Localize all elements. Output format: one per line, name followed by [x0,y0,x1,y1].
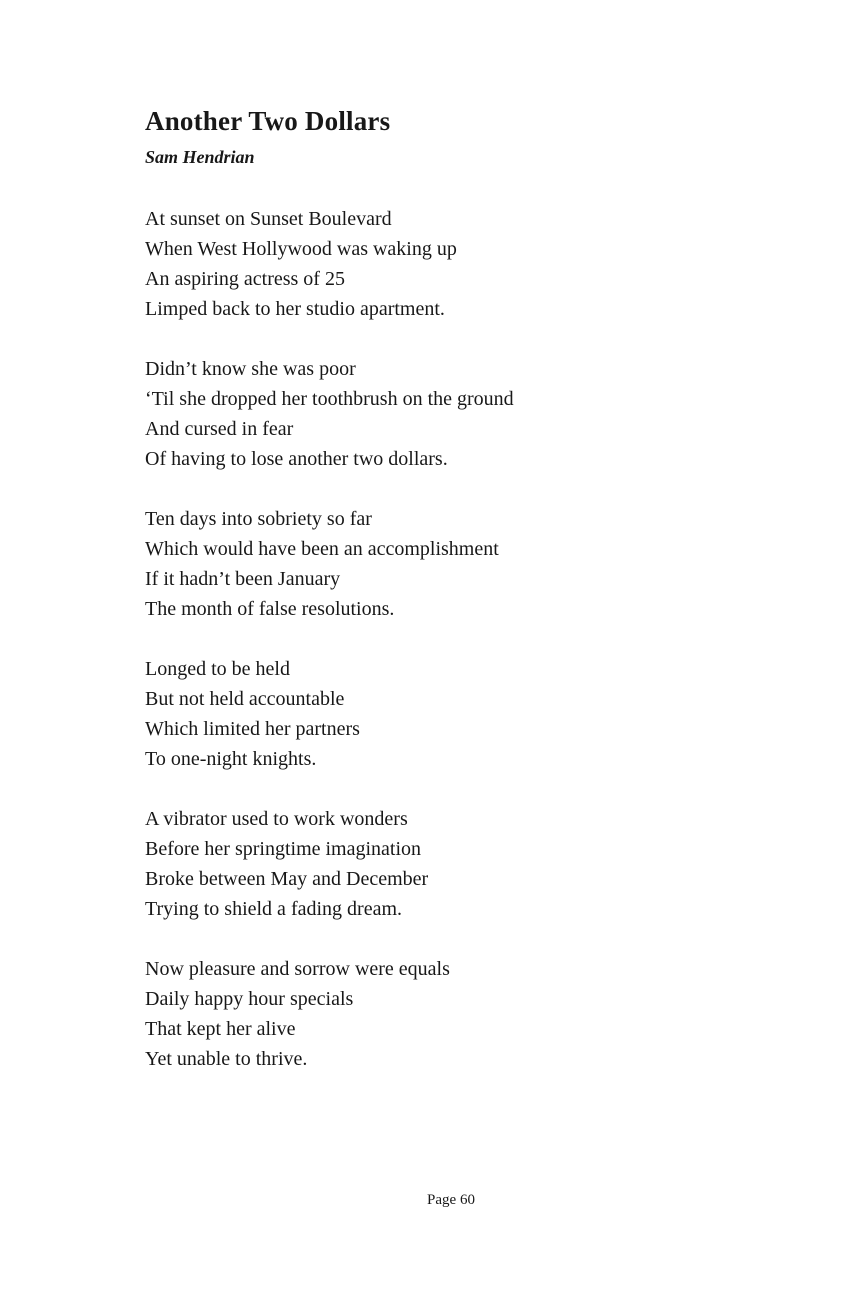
poem-line: Trying to shield a fading dream. [145,898,403,920]
poem-line: Before her springtime imagination [145,838,422,860]
poem-line: That kept her alive [145,1018,296,1040]
poem-line: Which would have been an accomplishment [145,538,499,560]
poem-line: An aspiring actress of 25 [145,268,345,290]
poem-line: And cursed in fear [145,418,294,440]
poem-line: To one-night knights. [145,748,317,770]
poem-line: At sunset on Sunset Boulevard [145,208,392,230]
poem-line: Longed to be held [145,658,290,680]
poem-line: Broke between May and December [145,868,429,890]
poem-line: If it hadn’t been January [145,568,341,590]
poem-body [145,204,757,1074]
poem-line: Which limited her partners [145,718,360,740]
poem-line: Limped back to her studio apartment. [145,298,445,320]
stanza-5 [145,804,757,924]
stanza-2 [145,354,757,474]
poem-line: A vibrator used to work wonders [145,808,408,830]
stanza-4 [145,654,757,774]
poem-line: Now pleasure and sorrow were equals [145,958,450,980]
poem-line: Didn’t know she was poor [145,358,356,380]
poem-author: Sam Hendrian [145,147,255,167]
page-number: Page 60 [427,1192,475,1208]
poem-line: When West Hollywood was waking up [145,238,457,260]
poem-line: Daily happy hour specials [145,988,354,1010]
poem-line: Of having to lose another two dollars. [145,448,448,470]
poem-title: Another Two Dollars [145,106,391,136]
stanza-6 [145,954,757,1074]
poem-line: Ten days into sobriety so far [145,508,372,530]
stanza-3 [145,504,757,624]
stanza-1 [145,204,757,324]
poem-line: ‘Til she dropped her toothbrush on the ground [145,388,514,410]
poem-line: But not held accountable [145,688,345,710]
poem-content [145,104,757,1104]
poem-line: The month of false resolutions. [145,598,395,620]
poem-line: Yet unable to thrive. [145,1048,308,1070]
